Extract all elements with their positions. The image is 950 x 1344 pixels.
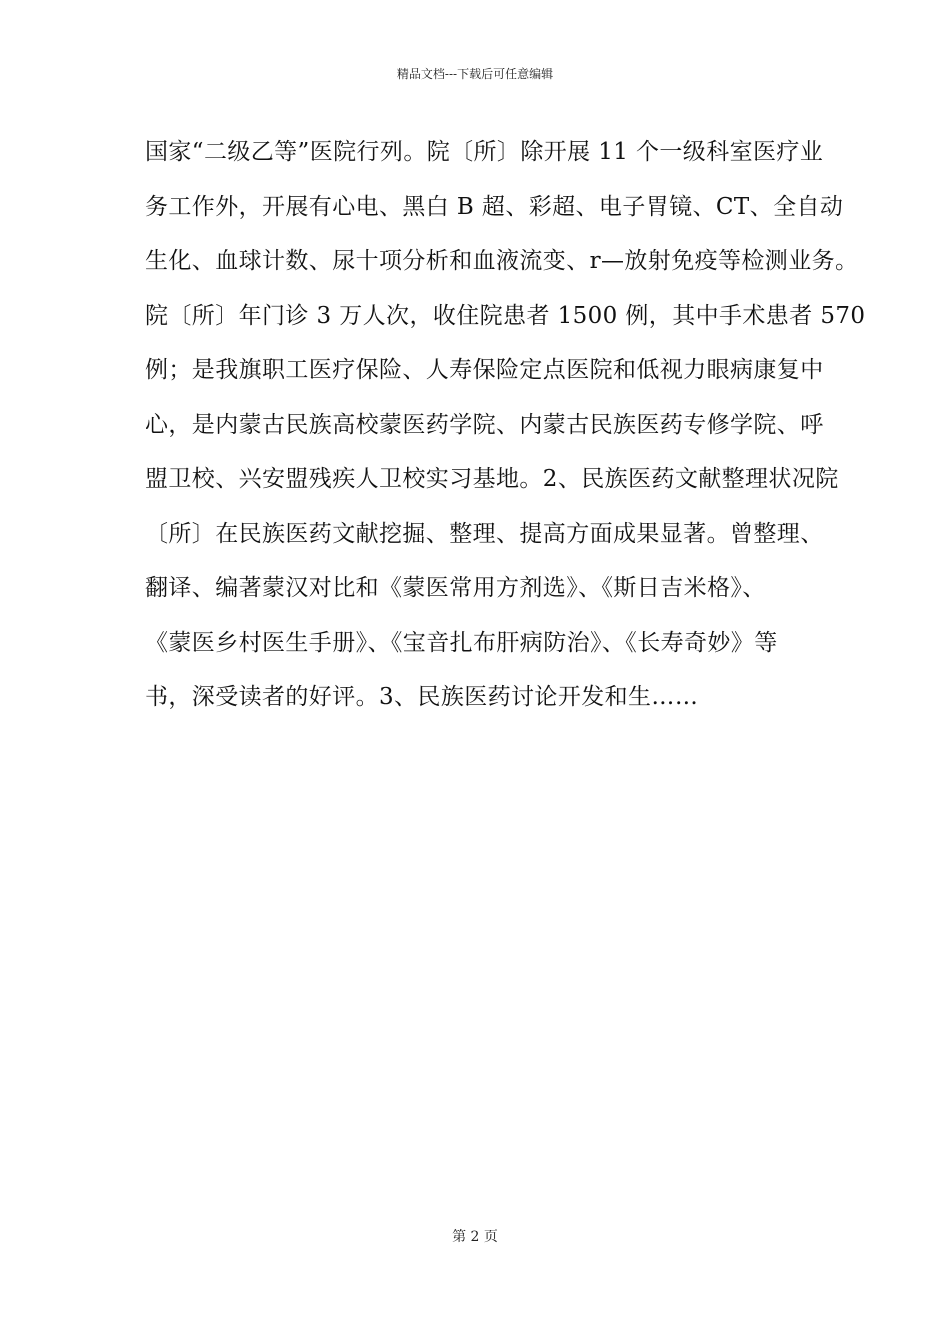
text-line: 盟卫校、兴安盟残疾人卫校实习基地。2、民族医药文献整理状况院 <box>145 466 839 492</box>
text-line: 翻译、编著蒙汉对比和《蒙医常用方剂选》、《斯日吉米格》、 <box>145 575 766 601</box>
text-line: 务工作外，开展有心电、黑白 B 超、彩超、电子胃镜、CT、全自动 <box>145 193 844 220</box>
text-line: 书，深受读者的好评。3、民族医药讨论开发和生…… <box>145 684 699 710</box>
text-line: 心，是内蒙古民族高校蒙医药学院、内蒙古民族医药专修学院、呼 <box>145 411 824 438</box>
text-line: 院〔所〕年门诊 3 万人次，收住院患者 1500 例，其中手术患者 570 <box>145 302 866 329</box>
text-line: 《蒙医乡村医生手册》、《宝音扎布肝病防治》、《长寿奇妙》等 <box>145 629 778 656</box>
page-number: 第 2 页 <box>452 1229 498 1245</box>
page-header: 精品文档---下载后可任意编辑 <box>396 67 554 81</box>
text-line: 国家“二级乙等”医院行列。院〔所〕除开展 11 个一级科室医疗业 <box>145 139 824 165</box>
text-line: 〔所〕在民族医药文献挖掘、整理、提高方面成果显著。曾整理、 <box>145 520 824 547</box>
text-line: 生化、血球计数、尿十项分析和血液流变、r—放射免疫等检测业务。 <box>145 248 859 274</box>
body-text <box>145 132 866 732</box>
text-line: 例；是我旗职工医疗保险、人寿保险定点医院和低视力眼病康复中 <box>145 357 824 383</box>
